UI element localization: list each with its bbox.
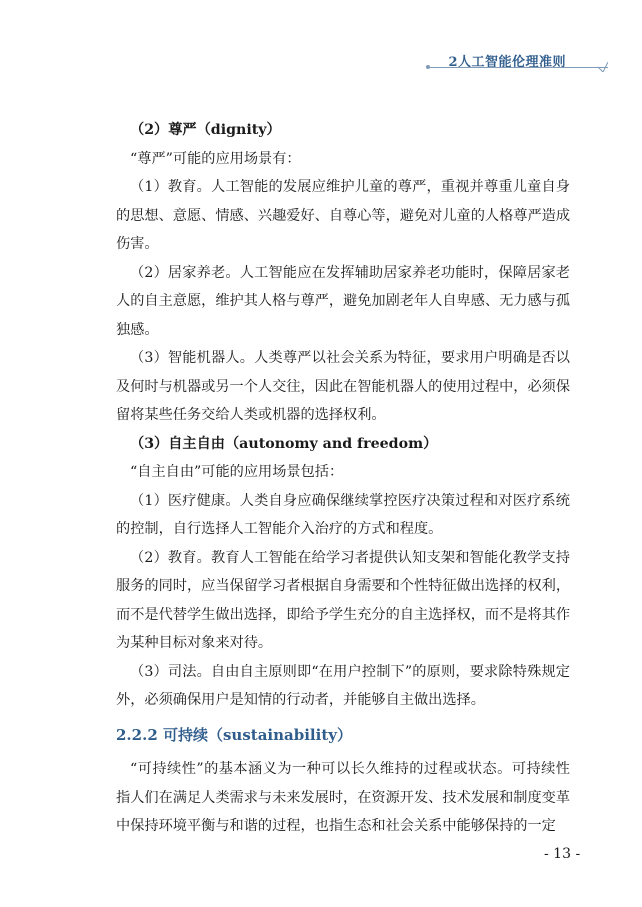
- autonomy-paragraph-2: （2）教育。教育人工智能在给学习者提供认知支架和智能化教学支持服务的同时，应当保留学习者根据自身需要和个性特征做出选择的权利，而不是代替学生做出选择，即给予学生充分的自主选择权，而不是将其作为某种目标对象来对待。: [116, 549, 571, 651]
- header-rule: [430, 67, 608, 68]
- autonomy-intro: “自主自由”可能的应用场景包括：: [130, 464, 344, 480]
- running-header-title: 2人工智能伦理准则: [448, 55, 566, 70]
- autonomy-heading: （3）自主自由（autonomy and freedom）: [130, 435, 438, 452]
- section-heading-sustainability: 2.2.2 可持续（sustainability）: [116, 725, 352, 744]
- page-number: - 13 -: [544, 846, 581, 862]
- dignity-paragraph-1: （1）教育。人工智能的发展应维护儿童的尊严，重视并尊重儿童自身的思想、意愿、情感、兴趣爱好、自尊心等，避免对儿童的人格尊严造成伤害。: [116, 179, 571, 252]
- sustainability-paragraph-1: “可持续性”的基本涵义为一种可以长久维持的过程或状态。可持续性指人们在满足人类需求与未来发展时，在资源开发、技术发展和制度变革中保持环境平衡与和谐的过程，也指生态和社会关系中能够保持的一定: [116, 761, 571, 834]
- autonomy-paragraph-1: （1）医疗健康。人类自身应确保继续掌控医疗决策过程和对医疗系统的控制，自行选择人工智能介入治疗的方式和程度。: [116, 492, 570, 537]
- dignity-intro: “尊严”可能的应用场景有：: [130, 150, 301, 167]
- page-body: [116, 116, 570, 841]
- header-rule-corner-icon: [598, 62, 608, 72]
- dignity-heading: （2）尊严（dignity）: [130, 122, 281, 138]
- dignity-paragraph-3: （3）智能机器人。人类尊严以社会关系为特征，要求用户明确是否以及何时与机器或另一个人交往，因此在智能机器人的使用过程中，必须保留将某些任务交给人类或机器的选择权利。: [116, 350, 571, 423]
- dignity-paragraph-2: （2）居家养老。人工智能应在发挥辅助居家养老功能时，保障居家老人的自主意愿，维护其人格与尊严，避免加剧老年人自卑感、无力感与孤独感。: [116, 264, 571, 338]
- autonomy-paragraph-3: （3）司法。自由自主原则即“在用户控制下”的原则，要求除特殊规定外，必须确保用户是知情的行动者，并能够自主做出选择。: [116, 663, 570, 708]
